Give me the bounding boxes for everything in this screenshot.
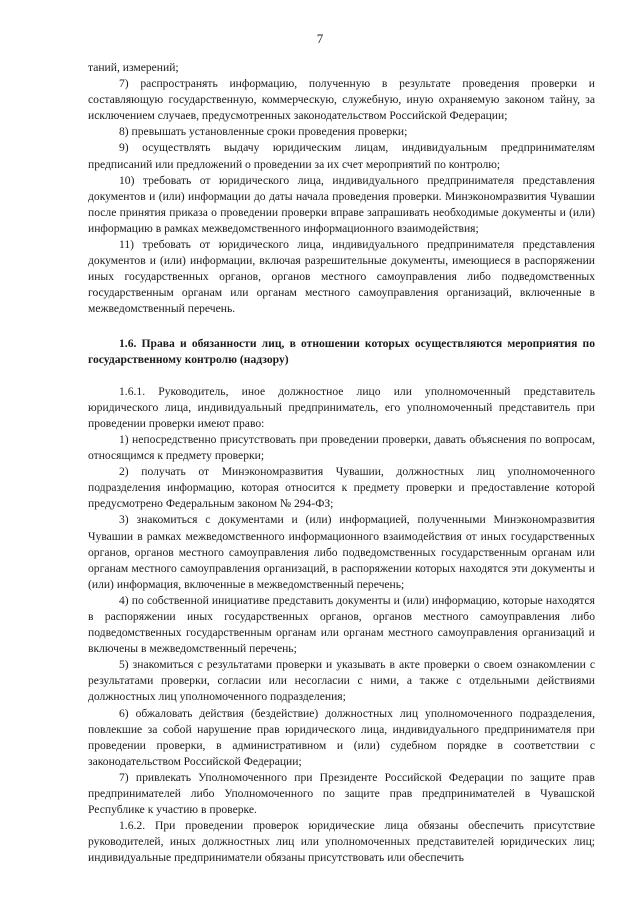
page-number: 7 [316,31,324,46]
section-paragraph: 6) обжаловать действия (бездействие) должностных лиц уполномоченного подразделения, повлекшие за собой нарушение прав юридического лица, индивидуального предпринимателя при проведении проверки, в административном и (или) судебном порядке в соответствии с законодательством Российской Федерации; [88,706,595,768]
section-paragraph: 1.6.1. Руководитель, иное должностное лицо или уполномоченный представитель юридического лица, индивидуальный предприниматель, его уполномоченный представитель при проведении проверки имеют право: [88,384,595,430]
section-paragraph: 1.6.2. При проведении проверок юридические лица обязаны обеспечить присутствие руководителей, иных должностных лиц или уполномоченных представителей юридических лиц; индивидуальные предприниматели обязаны присутствовать или обеспечить [88,819,595,865]
section-paragraph: 4) по собственной инициативе представить документы и (или) информацию, которые находятся в распоряжении иных государственных органов, органов местного самоуправления либо подведомственных государственным органам или органам местного самоуправления организаций и включены в межведомственный перечень; [88,593,595,656]
paragraph: 7) распространять информацию, полученную в результате проведения проверки и составляющую государственную, коммерческую, служебную, иную охраняемую законом тайну, за исключением случаев, предусмотренных законодательством Российской Федерации; [88,77,595,123]
document-body [88,60,595,867]
section-heading: 1.6. Права и обязанности лиц, в отношении которых осуществляются мероприятия по государственному контролю (надзору) [88,336,595,366]
section-paragraph: 1) непосредственно присутствовать при проведении проверки, давать объяснения по вопросам, относящимся к предмету проверки; [88,432,595,463]
paragraph: 11) требовать от юридического лица, индивидуального предпринимателя представления документов и (или) информации, включая разрешительные документы, имеющиеся в распоряжении иных государственных органов, органов местного самоуправления либо подведомственных государственным органам или органам местного самоуправления организаций, включенные в межведомственный перечень. [88,238,595,316]
paragraph: таний, измерений; [88,61,179,74]
section-paragraph: 2) получать от Минэкономразвития Чувашии, должностных лиц уполномоченного подразделения информацию, которая относится к предмету проверки и предоставление которой предусмотрено Федеральным законом № 294-ФЗ; [88,465,595,511]
paragraph: 9) осуществлять выдачу юридическим лицам, индивидуальным предпринимателям предписаний или предложений о проведении за их счет мероприятий по контролю; [88,141,595,171]
paragraph: 10) требовать от юридического лица, индивидуального предпринимателя представления документов и (или) информации до даты начала проведения проверки. Минэкономразвития Чувашии после принятия приказа о проведении проверки вправе запрашивать необходимые документы и (или) информацию в рамках межведомственного информационного взаимодействия; [88,173,595,235]
section-paragraph: 7) привлекать Уполномоченного при Президенте Российской Федерации по защите прав предпринимателей либо Уполномоченного по защите прав предпринимателей в Чувашской Республике к участию в проверке. [88,770,595,817]
section-paragraph: 3) знакомиться с документами и (или) информацией, полученными Минэкономразвития Чувашии в рамках межведомственного информационного взаимодействия от иных государственных органов, органов местного самоуправления либо подведомственных государственным органам или органам местного самоуправления организаций, в распоряжении которых находятся эти документы и (или) информация, включенные в межведомственный перечень; [88,513,595,591]
section-paragraph: 5) знакомиться с результатами проверки и указывать в акте проверки о своем ознакомлении с результатами проверки, согласии или несогласии с ними, а также с отдельными действиями должностных лиц уполномоченного подразделения; [88,658,595,704]
paragraph: 8) превышать установленные сроки проведения проверки; [119,125,408,139]
